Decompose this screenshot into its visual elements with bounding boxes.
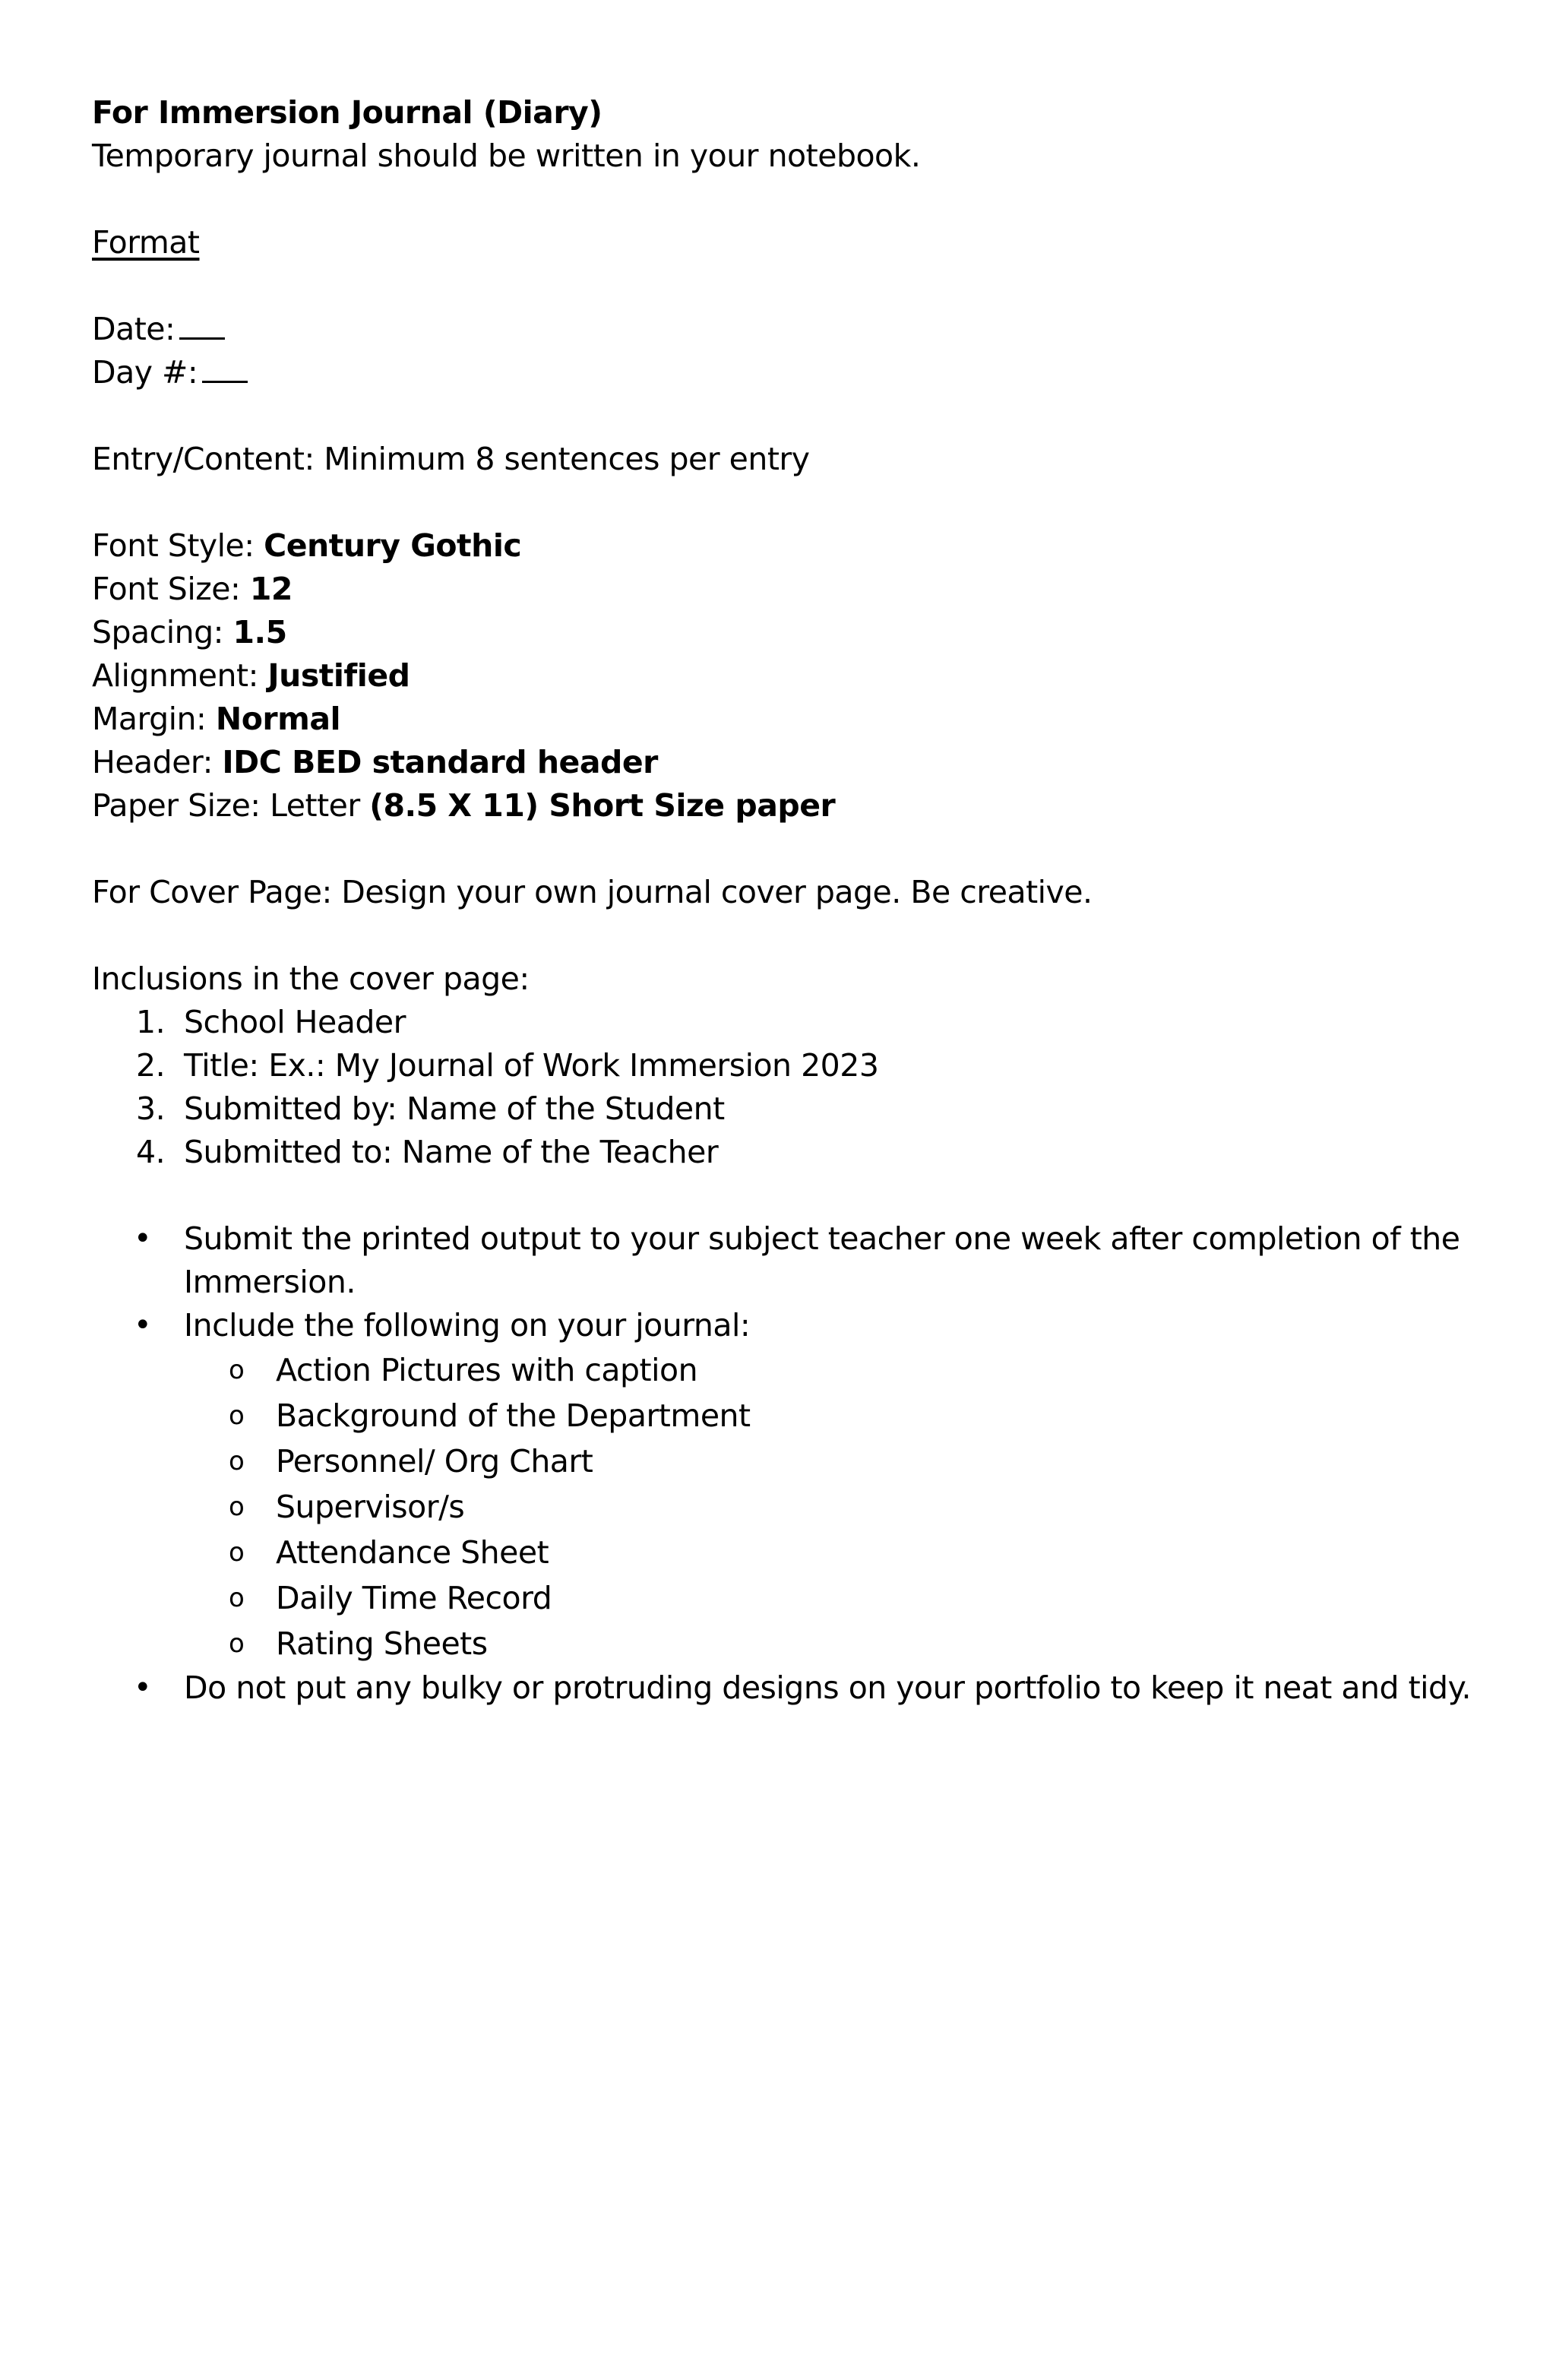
spec-value: IDC BED standard header <box>222 744 658 780</box>
sublist-item <box>92 1347 1475 1393</box>
circle-bullet-icon: o <box>229 1355 245 1385</box>
spec-paper-size <box>92 784 1475 828</box>
list-item-include <box>92 1304 1475 1666</box>
circle-bullet-icon: o <box>229 1537 245 1568</box>
list-item-text: Submit the printed output to your subject teacher one week after completion of the Immersion. <box>184 1220 1460 1300</box>
inclusions-list <box>92 1001 1475 1174</box>
list-item <box>92 1044 1475 1087</box>
instructions-list <box>92 1217 1475 1710</box>
cover-page-instruction: For Cover Page: Design your own journal cover page. Be creative. <box>92 874 1093 910</box>
spec-label: Header: <box>92 744 223 780</box>
spec-value: Justified <box>267 657 410 694</box>
spacer <box>92 264 1475 308</box>
list-number: 2. <box>136 1047 166 1084</box>
spacer <box>92 394 1475 438</box>
spec-font-style <box>92 524 1475 568</box>
list-item <box>92 1087 1475 1131</box>
sublist-item-text: Personnel/ Org Chart <box>276 1443 593 1480</box>
spec-value: Century Gothic <box>264 527 522 564</box>
spec-label: Spacing: <box>92 614 233 650</box>
list-item <box>92 1001 1475 1044</box>
circle-bullet-icon: o <box>229 1583 245 1613</box>
date-label: Date: <box>92 311 176 347</box>
spec-header <box>92 741 1475 784</box>
sublist-item <box>92 1484 1475 1530</box>
intro-text: Temporary journal should be written in your notebook. <box>92 138 921 174</box>
spacer <box>92 1174 1475 1217</box>
sublist-item <box>92 1530 1475 1575</box>
circle-bullet-icon: o <box>229 1400 245 1431</box>
list-item-text: Title: Ex.: My Journal of Work Immersion 2023 <box>184 1047 879 1084</box>
spec-label: Margin: <box>92 701 216 737</box>
spec-label: Font Size: <box>92 571 250 607</box>
day-label: Day #: <box>92 354 198 391</box>
date-line <box>92 308 1475 351</box>
day-line <box>92 351 1475 394</box>
include-sublist <box>184 1347 1475 1666</box>
spec-spacing <box>92 611 1475 654</box>
spec-value: Normal <box>215 701 341 737</box>
inclusions-title: Inclusions in the cover page: <box>92 961 530 997</box>
sublist-item-text: Supervisor/s <box>276 1489 465 1525</box>
day-blank <box>202 358 248 383</box>
list-number: 4. <box>136 1134 166 1170</box>
list-number: 1. <box>136 1004 166 1040</box>
circle-bullet-icon: o <box>229 1628 245 1659</box>
spacer <box>92 481 1475 524</box>
list-item-text: Submitted to: Name of the Teacher <box>184 1134 719 1170</box>
entry-requirement: Entry/Content: Minimum 8 sentences per entry <box>92 441 810 477</box>
spec-alignment <box>92 654 1475 698</box>
list-item <box>92 1131 1475 1174</box>
bullet-icon: • <box>134 1221 152 1256</box>
spec-margin <box>92 698 1475 741</box>
sublist-item-text: Daily Time Record <box>276 1580 552 1616</box>
spec-font-size <box>92 568 1475 611</box>
format-title: Format <box>92 224 200 261</box>
list-number: 3. <box>136 1090 166 1127</box>
list-item-text: Submitted by: Name of the Student <box>184 1090 725 1127</box>
spec-label: Alignment: <box>92 657 268 694</box>
spec-value: (8.5 X 11) Short Size paper <box>369 787 836 824</box>
bullet-icon: • <box>134 1670 152 1705</box>
spec-value: 12 <box>249 571 293 607</box>
spacer <box>92 914 1475 957</box>
spec-value: 1.5 <box>232 614 287 650</box>
circle-bullet-icon: o <box>229 1492 245 1522</box>
date-blank <box>179 315 225 340</box>
list-item-text: Do not put any bulky or protruding designs on your portfolio to keep it neat and tidy. <box>184 1669 1472 1706</box>
sublist-item <box>92 1438 1475 1484</box>
sublist-item <box>92 1621 1475 1666</box>
bullet-icon: • <box>134 1308 152 1343</box>
sublist-item-text: Attendance Sheet <box>276 1534 549 1571</box>
list-item-text: Include the following on your journal: <box>184 1307 751 1343</box>
sublist-item-text: Action Pictures with caption <box>276 1352 698 1388</box>
sublist-item-text: Rating Sheets <box>276 1625 488 1662</box>
sublist-item <box>92 1575 1475 1621</box>
sublist-item-text: Background of the Department <box>276 1397 751 1434</box>
spacer <box>92 178 1475 221</box>
spec-label: Paper Size: Letter <box>92 787 370 824</box>
document-heading: For Immersion Journal (Diary) <box>92 94 602 131</box>
list-item-bulky <box>92 1666 1475 1710</box>
format-specs <box>92 524 1475 828</box>
spec-label: Font Style: <box>92 527 264 564</box>
circle-bullet-icon: o <box>229 1446 245 1476</box>
spacer <box>92 828 1475 871</box>
list-item-text: School Header <box>184 1004 406 1040</box>
document-page <box>92 91 1475 1710</box>
sublist-item <box>92 1393 1475 1438</box>
list-item-submit <box>92 1217 1475 1304</box>
